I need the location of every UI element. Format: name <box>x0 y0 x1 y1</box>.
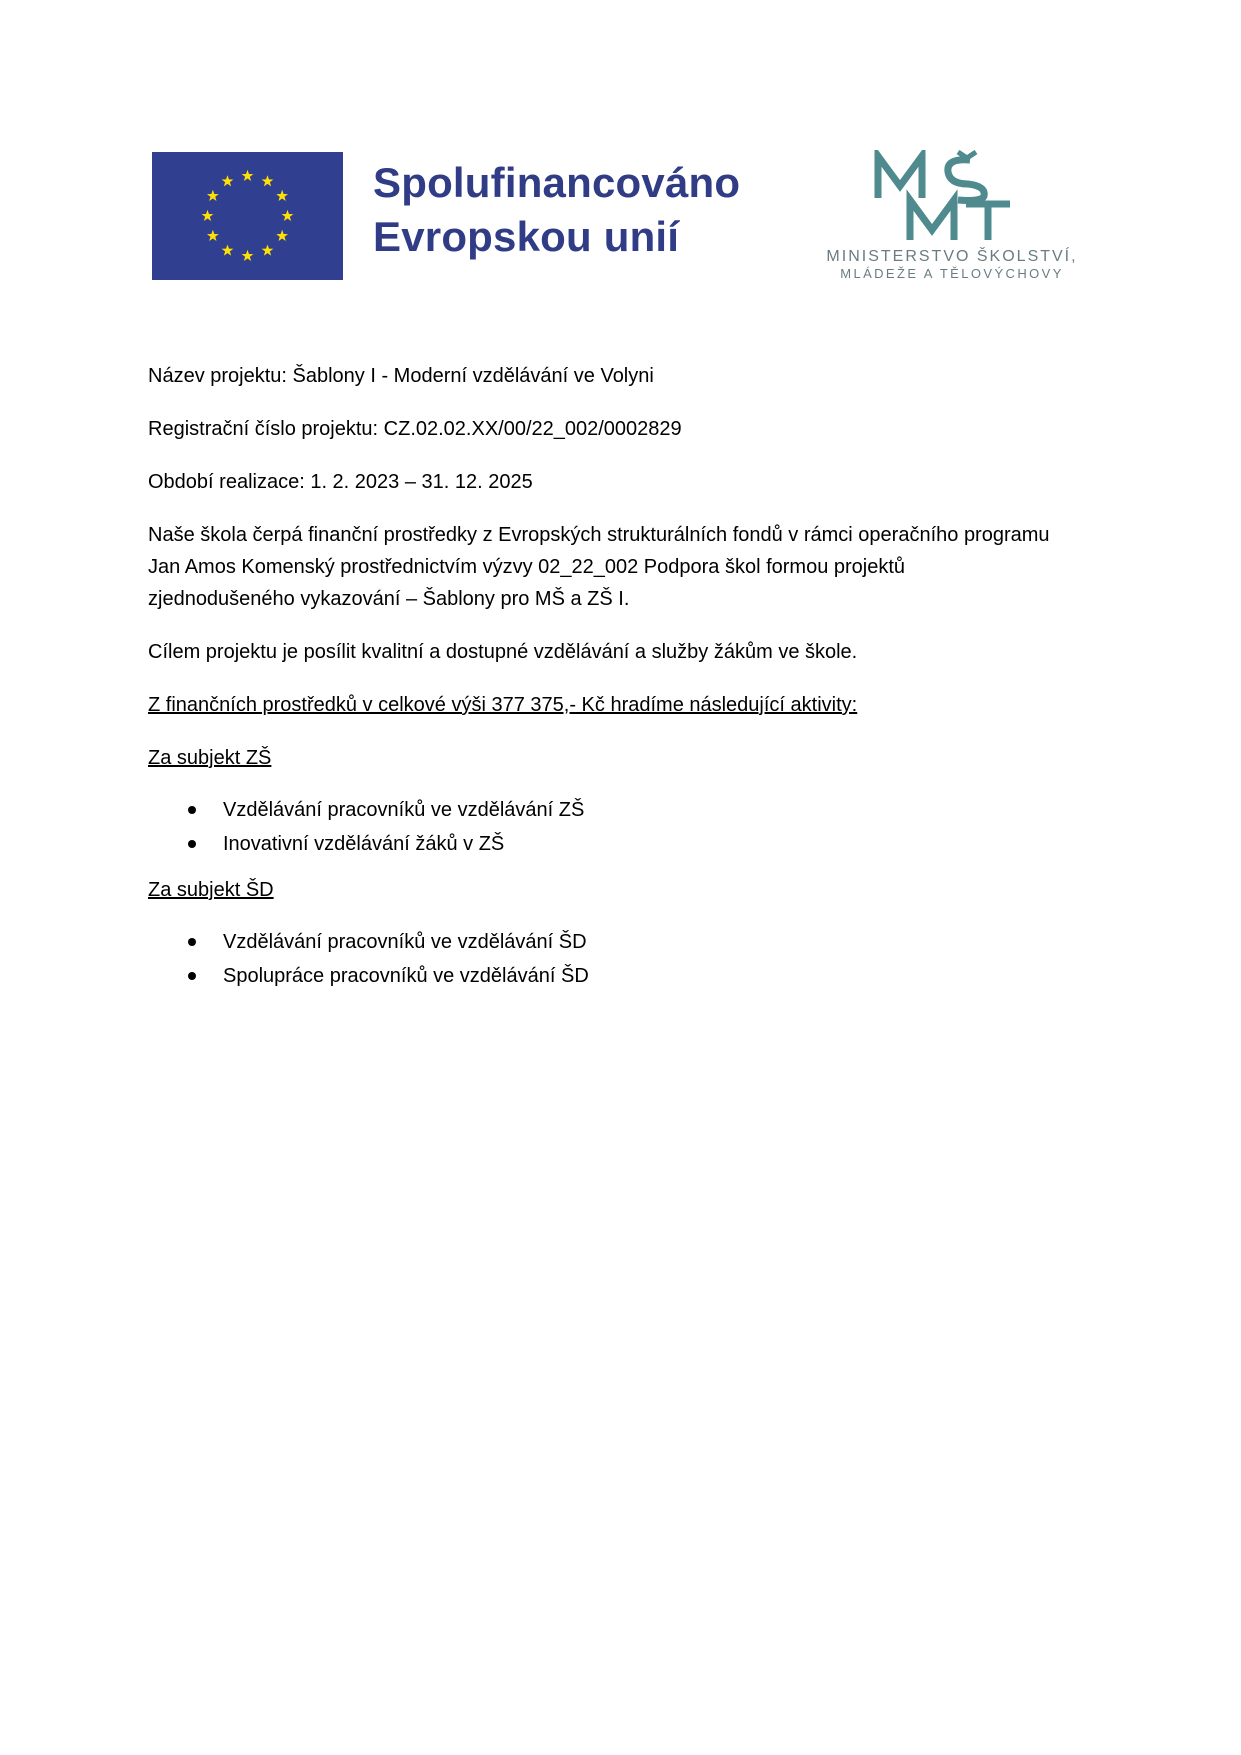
eu-star-icon <box>207 190 219 201</box>
eu-text-line-1: Spolufinancováno <box>373 159 741 206</box>
list-item: Spolupráce pracovníků ve vzdělávání ŠD <box>148 959 1108 993</box>
eu-cofinanced-text <box>373 156 740 264</box>
activity-list-zs <box>148 793 1108 861</box>
description-line: Jan Amos Komenský prostřednictvím výzvy 02_22_002 Podpora škol formou projektů <box>148 556 906 578</box>
document-body <box>148 360 1108 993</box>
ministry-name-line-1: MINISTERSTVO ŠKOLSTVÍ, <box>826 248 1078 265</box>
eu-star-icon <box>282 210 294 221</box>
section-heading-sd: Za subjekt ŠD <box>148 879 274 901</box>
activity-list-sd <box>148 925 1108 993</box>
registration-number: Registrační číslo projektu: CZ.02.02.XX/00/22_002/0002829 <box>148 418 682 440</box>
eu-star-icon <box>262 175 274 186</box>
eu-flag-icon <box>152 152 343 280</box>
project-goal: Cílem projektu je posílit kvalitní a dostupné vzdělávání a služby žákům ve škole. <box>148 641 858 663</box>
msmt-logo <box>812 148 1092 283</box>
eu-star-icon <box>242 170 254 181</box>
eu-star-icon <box>242 250 254 261</box>
list-item: Vzdělávání pracovníků ve vzdělávání ŠD <box>148 925 1108 959</box>
section-heading-zs: Za subjekt ZŠ <box>148 747 272 769</box>
eu-star-icon <box>222 175 234 186</box>
bullet-icon <box>188 938 196 946</box>
eu-star-icon <box>207 230 219 241</box>
eu-star-icon <box>202 210 214 221</box>
project-name: Název projektu: Šablony I - Moderní vzdělávání ve Volyni <box>148 365 654 387</box>
eu-star-icon <box>262 244 274 255</box>
bullet-icon <box>188 972 196 980</box>
funding-heading: Z finančních prostředků v celkové výši 377 375,- Kč hradíme následující aktivity: <box>148 694 858 716</box>
logo-header <box>152 148 1092 283</box>
eu-star-icon <box>276 190 288 201</box>
description-line: zjednodušeného vykazování – Šablony pro MŠ a ZŠ I. <box>148 588 630 610</box>
bullet-icon <box>188 840 196 848</box>
ministry-name-line-2: MLÁDEŽE A TĚLOVÝCHOVY <box>840 266 1064 281</box>
msmt-logo-icon <box>870 150 1020 245</box>
description-line: Naše škola čerpá finanční prostředky z Evropských strukturálních fondů v rámci operačního programu <box>148 524 1050 546</box>
list-item: Vzdělávání pracovníků ve vzdělávání ZŠ <box>148 793 1108 827</box>
eu-star-icon <box>276 230 288 241</box>
project-description <box>148 519 1108 615</box>
bullet-icon <box>188 806 196 814</box>
list-item: Inovativní vzdělávání žáků v ZŠ <box>148 827 1108 861</box>
eu-text-line-2: Evropskou unií <box>373 213 680 260</box>
implementation-period: Období realizace: 1. 2. 2023 – 31. 12. 2025 <box>148 471 533 493</box>
eu-star-icon <box>222 244 234 255</box>
